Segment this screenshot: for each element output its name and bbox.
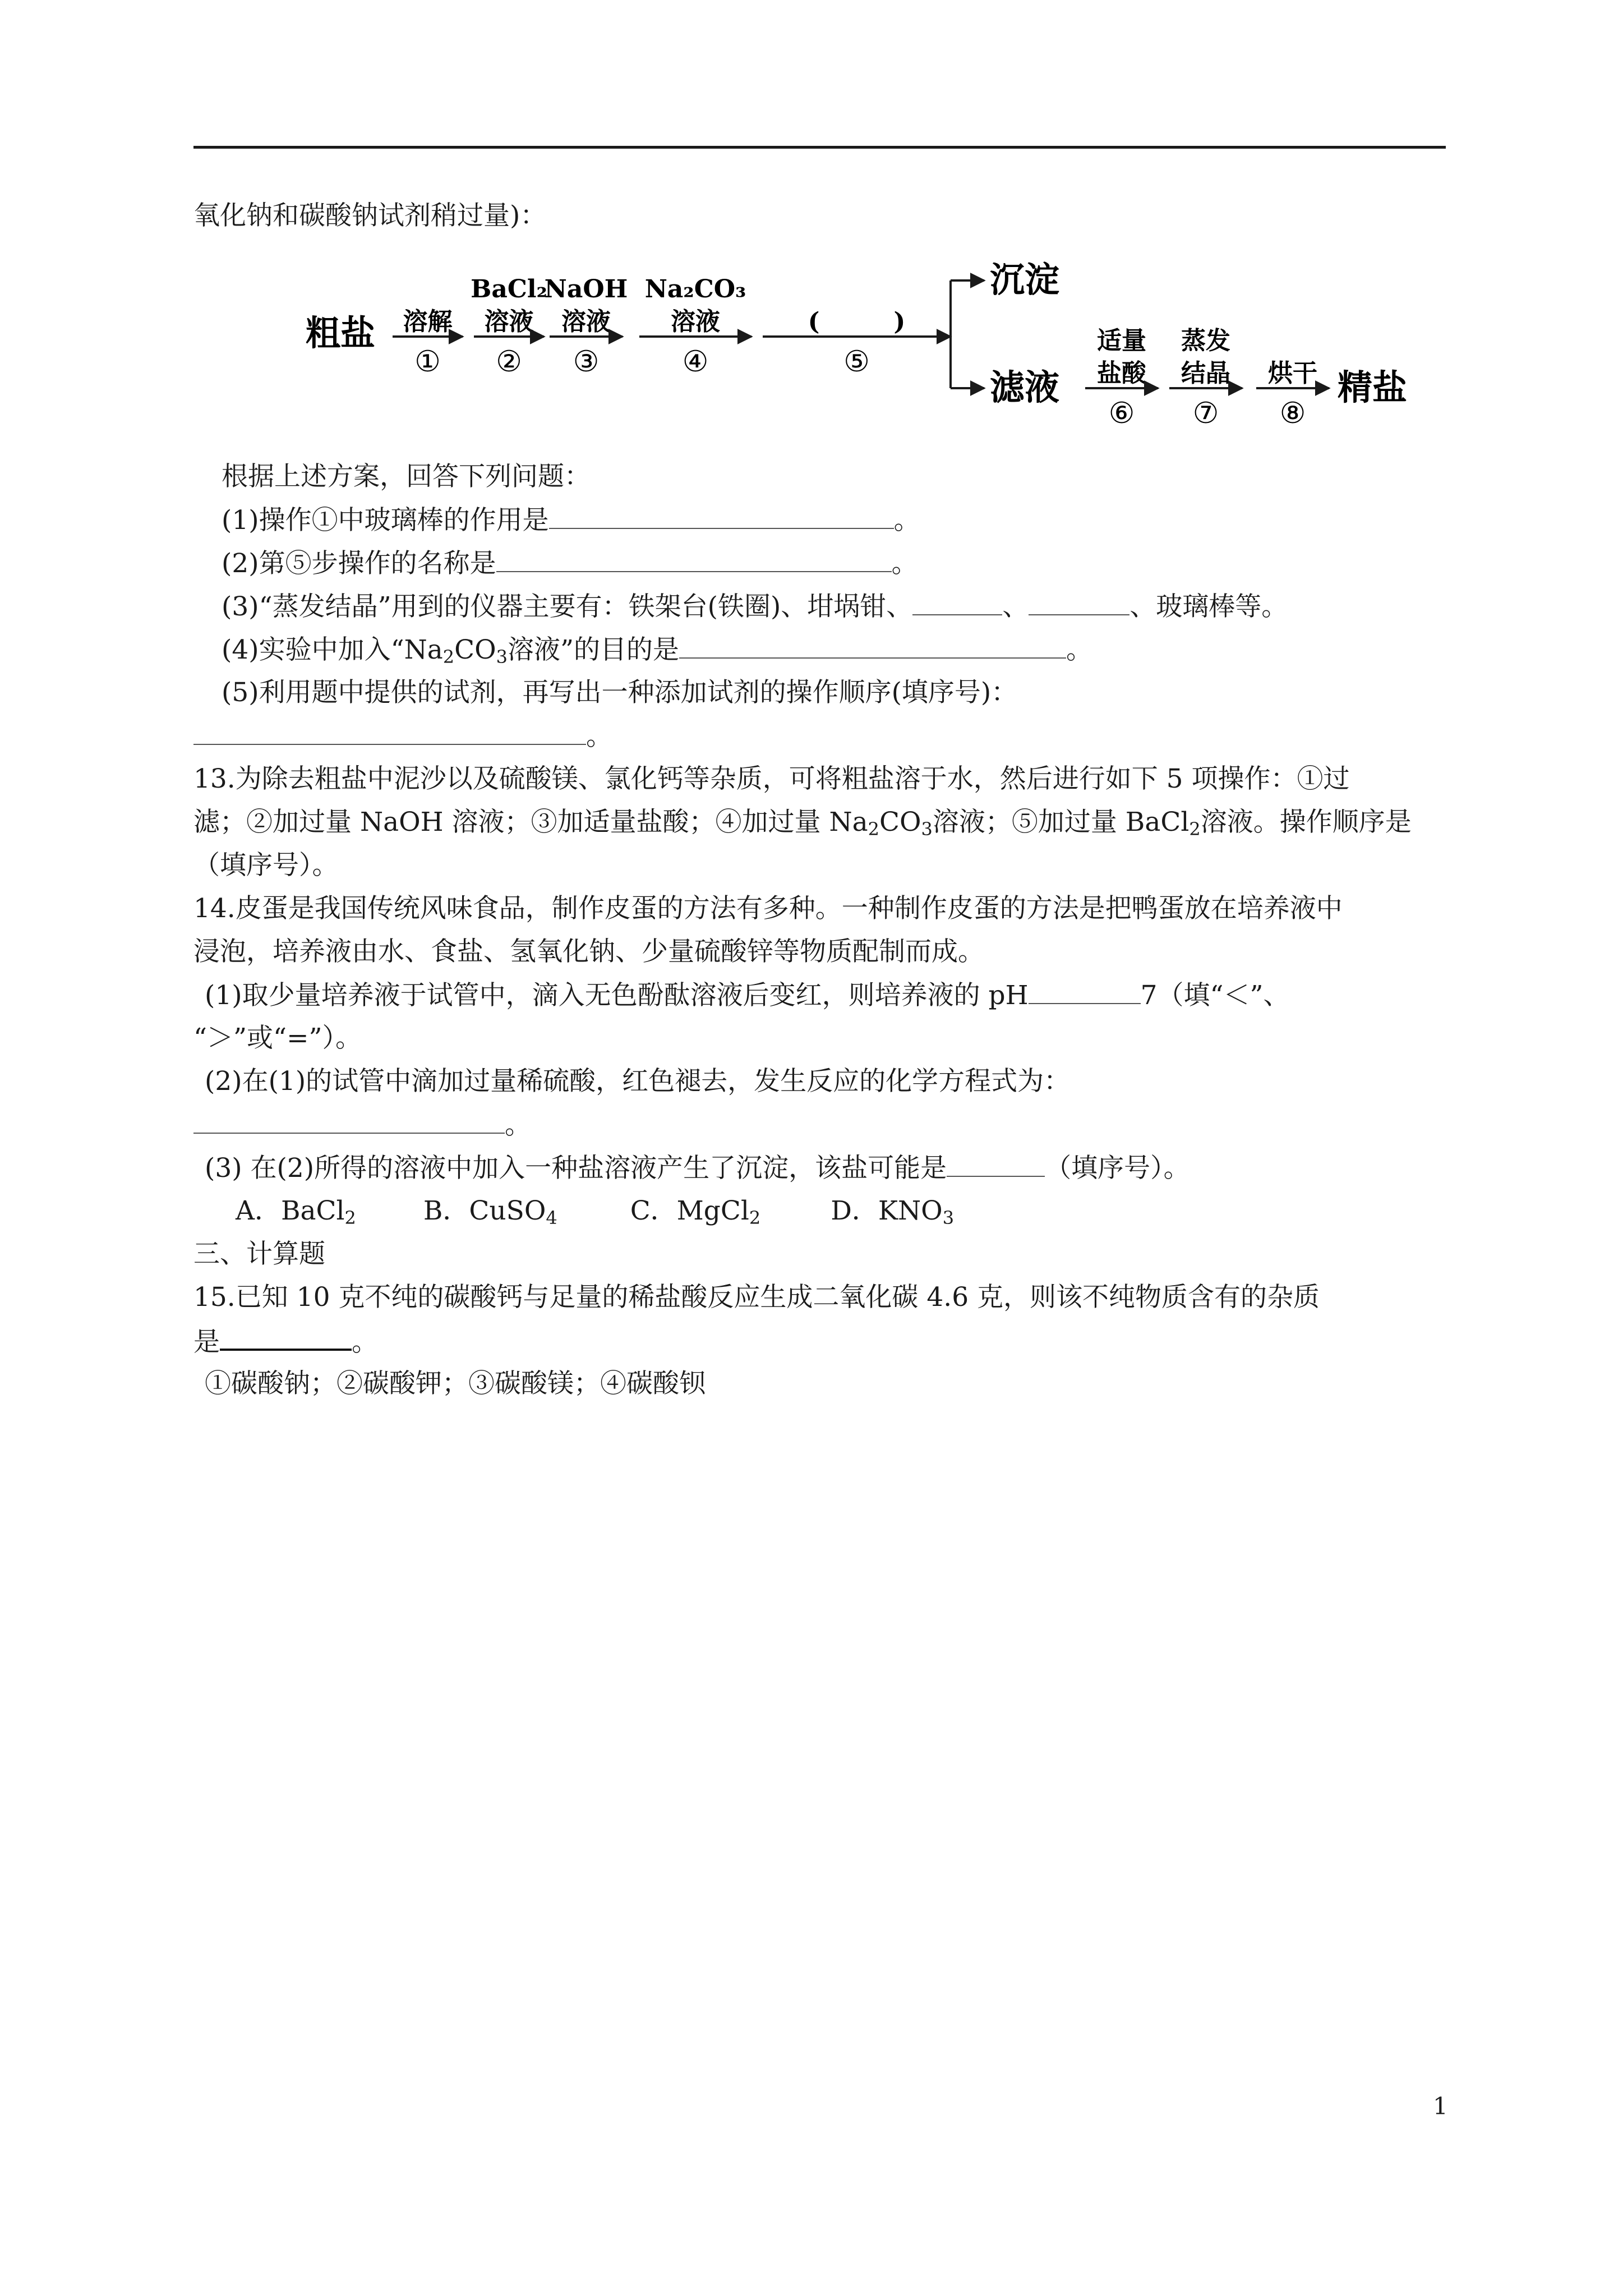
flow-end: 精盐	[1338, 367, 1408, 408]
q15-line1: 15.已知 10 克不纯的碳酸钙与足量的稀盐酸反应生成二氧化碳 4.6 克，则该不纯物质含有的杂质	[193, 1282, 1320, 1313]
q14-part3-blank[interactable]	[947, 1151, 1045, 1177]
q12-part4: (4)实验中加入“$Na_2CO_3$溶液”的目的是 。	[222, 633, 1092, 667]
flow-step-label-4: 溶液	[671, 307, 720, 336]
flow-lower-step-label-3: 烘干	[1268, 359, 1317, 388]
section-title-calculation: 三、计算题	[193, 1239, 325, 1269]
flow-step-label-5: ( )	[808, 307, 906, 336]
q12-part4-blank[interactable]	[679, 633, 1066, 659]
option-d[interactable]: D．$KNO_3$	[831, 1195, 955, 1228]
q14-part1: (1)取少量培养液于试管中，滴入无色酚酞溶液后变红，则培养液的 pH 7（填“＜”、	[205, 978, 1290, 1013]
q13-line3: （填序号）。	[193, 850, 339, 881]
flow-step-num-3: ③	[573, 345, 600, 379]
flow-step-num-2: ②	[496, 345, 522, 379]
q12-lead: 根据上述方案，回答下列问题：	[222, 461, 591, 492]
flow-lower-step-num-1: ⑥	[1108, 397, 1135, 430]
flow-step-num-4: ④	[682, 345, 709, 379]
flow-step-label-2: 溶液	[484, 307, 534, 336]
page-number: 1	[1433, 2092, 1448, 2120]
option-b[interactable]: B．CuSO$_4$	[423, 1195, 557, 1228]
q14-part3: (3) 在(2)所得的溶液中加入一种盐溶液产生了沉淀，该盐可能是 （填序号）。	[205, 1151, 1190, 1185]
q12-part5: (5)利用题中提供的试剂，再写出一种添加试剂的操作顺序(填序号)：	[222, 677, 1018, 708]
option-c[interactable]: C．MgCl$_2$	[630, 1195, 761, 1228]
flow-lower-step-num-3: ⑧	[1279, 397, 1306, 430]
flow-steps	[393, 275, 951, 379]
q14-line2: 浸泡，培养液由水、食盐、氢氧化钠、少量硫酸锌等物质配制而成。	[193, 936, 984, 967]
flow-step-top-2: BaCl₂	[471, 275, 547, 303]
flow-start: 粗盐	[306, 312, 376, 353]
q12-part1-blank[interactable]	[549, 503, 894, 529]
q13-line1: 13.为除去粗盐中泥沙以及硫酸镁、氯化钙等杂质，可将粗盐溶于水，然后进行如下 5 项操作：①过	[193, 763, 1350, 794]
q12-part1: (1)操作①中玻璃棒的作用是 。	[222, 503, 920, 537]
q14-part2: (2)在(1)的试管中滴加过量稀硫酸，红色褪去，发生反应的化学方程式为：	[205, 1066, 1071, 1097]
q12-part5-blank[interactable]	[193, 719, 586, 745]
q14-options	[236, 1194, 954, 1228]
q12-part3: (3)“蒸发结晶”用到的仪器主要有：铁架台(铁圈)、坩埚钳、 、 、玻璃棒等。	[222, 590, 1288, 624]
q14-part2-answer: 。	[193, 1108, 531, 1142]
flow-step-num-1: ①	[414, 345, 441, 379]
flow-lower-step-num-2: ⑦	[1192, 397, 1219, 430]
upper-branch-label: 沉淀	[990, 259, 1060, 300]
lower-branch-label: 滤液	[990, 367, 1060, 408]
q12-part2: (2)第⑤步操作的名称是 。	[222, 546, 918, 581]
flow-step-label-3: 溶液	[561, 307, 611, 336]
q12-part5-answer: 。	[193, 719, 612, 753]
q13-line2: 滤；②加过量 NaOH 溶液；③加适量盐酸；④加过量 $Na_2CO_3$溶液；⑤加过量 BaCl$_2$溶液。操作顺序是	[193, 807, 1412, 840]
flow-lower-step-top-1: 适量	[1097, 326, 1146, 355]
flow-lower-step-top-2: 蒸发	[1181, 326, 1230, 355]
flow-step-num-5: ⑤	[843, 345, 870, 379]
q12-part3-blank-2[interactable]	[1029, 590, 1129, 615]
flow-step-top-4: Na₂CO₃	[644, 275, 746, 303]
purification-flow-diagram	[303, 247, 1424, 432]
flow-lower-step-label-1: 盐酸	[1097, 359, 1146, 388]
q12-part3-blank-1[interactable]	[912, 590, 1002, 615]
flow-step-label-1: 溶解	[403, 307, 453, 336]
intro-line: 氧化钠和碳酸钠试剂稍过量)：	[193, 200, 547, 231]
q15-options: ①碳酸钠；②碳酸钾；③碳酸镁；④碳酸钡	[205, 1368, 706, 1399]
q15-line2: 是 。	[193, 1324, 378, 1359]
option-a[interactable]: A．BaCl$_2$	[236, 1195, 356, 1228]
flow-step-top-3: NaOH	[544, 275, 628, 303]
q15-blank[interactable]	[220, 1324, 352, 1351]
q14-part2-blank[interactable]	[193, 1108, 505, 1134]
q14-line1: 14.皮蛋是我国传统风味食品，制作皮蛋的方法有多种。一种制作皮蛋的方法是把鸭蛋放在培养液中	[193, 893, 1343, 924]
q14-part1-cont: “＞”或“=”）。	[193, 1023, 362, 1053]
q14-part1-blank[interactable]	[1029, 978, 1141, 1004]
header-rule	[193, 146, 1446, 149]
q12-part2-blank[interactable]	[496, 546, 892, 572]
flow-lower-steps	[1085, 326, 1329, 430]
flow-lower-step-label-2: 结晶	[1181, 359, 1230, 388]
